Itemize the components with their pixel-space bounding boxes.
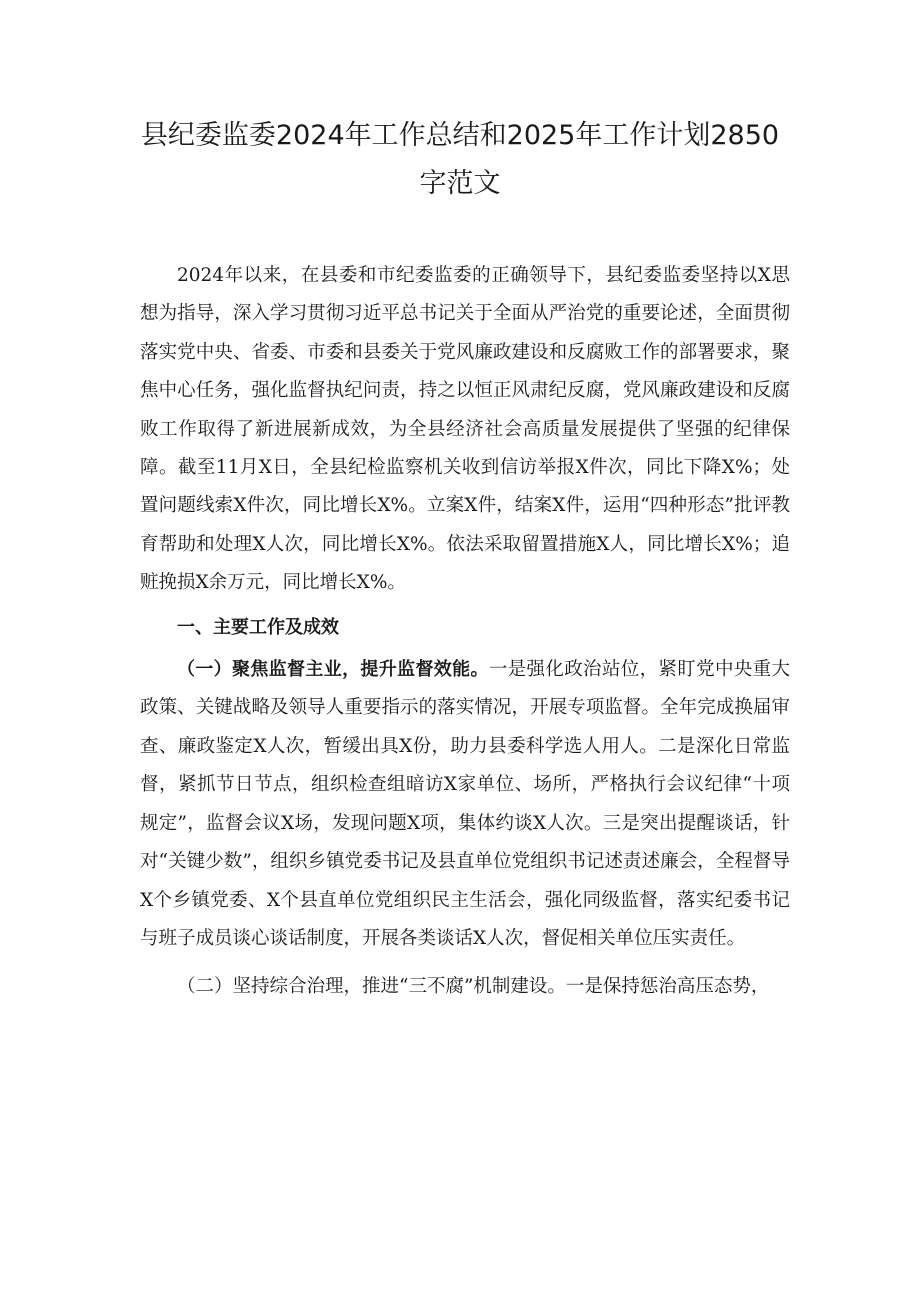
paragraph-lead: （一）聚焦监督主业，提升监督效能。 xyxy=(177,659,489,681)
paragraph-text: 一是强化政治站位，紧盯党中央重大政策、关键战略及领导人重要指示的落实情况，开展专项监督。全年完成换届审查、廉政鉴定X人次，暂缓出具X份，助力县委科学选人用人。二是深化日常监督，紧抓节日节点，组织检查组暗访X家单位、场所，严格执行会议纪律“十项规定”，监督会议X场，发现问题X项，集体约谈X人次。三是突出提醒谈话，针对“关键少数”，组织乡镇党委书记及县直单位党组织书记述责述廉会，全程督导X个乡镇党委、X个县直单位党组织民主生活会，强化同级监督，落实纪委书记与班子成员谈心谈话制度，开展各类谈话X人次，督促相关单位压实责任。 xyxy=(140,659,790,949)
section-heading: 一、主要工作及成效 xyxy=(177,616,339,638)
document-body xyxy=(140,257,790,1007)
intro-paragraph: 2024年以来，在县委和市纪委监委的正确领导下，县纪委监委坚持以X思想为指导，深入学习贯彻习近平总书记关于全面从严治党的重要论述，全面贯彻落实党中央、省委、市委和县委关于党风廉政建设和反腐败工作的部署要求，聚焦中心任务，强化监督执纪问责，持之以恒正风肃纪反腐，党风廉政建设和反腐败工作取得了新进展新成效，为全县经济社会高质量发展提供了坚强的纪律保障。截至11月X日，全县纪检监察机关收到信访举报X件次，同比下降X%；处置问题线索X件次，同比增长X%。立案X件，结案X件，运用“四种形态”批评教育帮助和处理X人次，同比增长X%。依法采取留置措施X人，同比增长X%；追赃挽损X余万元，同比增长X%。 xyxy=(140,265,790,594)
section-paragraph-1 xyxy=(140,651,790,958)
section-paragraph-2: （二）坚持综合治理，推进“三不腐”机制建设。一是保持惩治高压态势， xyxy=(177,976,770,998)
document-title: 县纪委监委2024年工作总结和2025年工作计划2850字范文 xyxy=(140,120,780,199)
